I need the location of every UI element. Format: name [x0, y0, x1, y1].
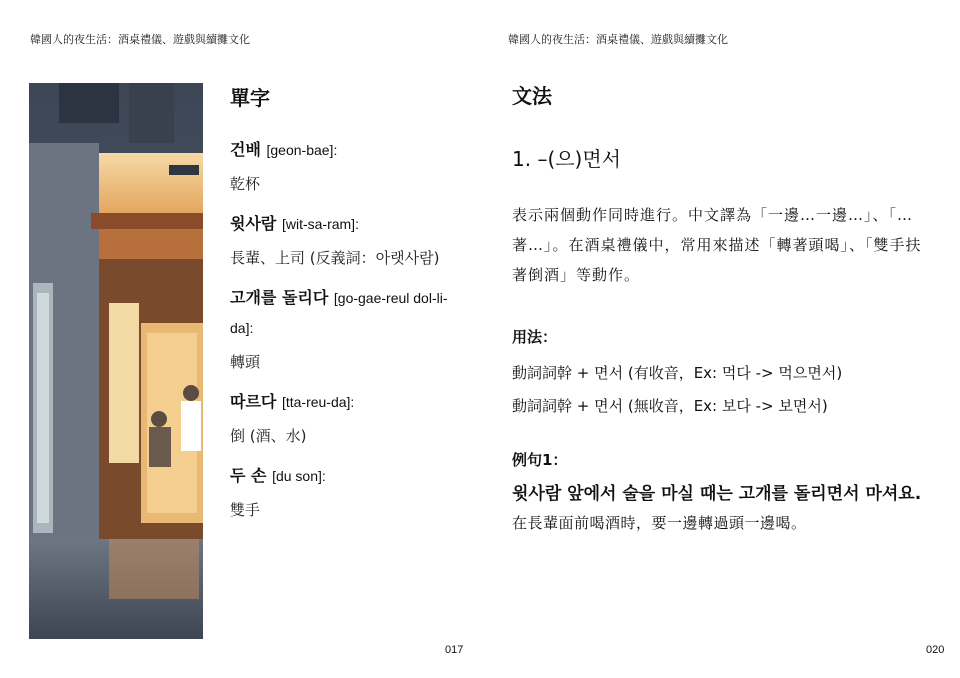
example-heading: 例句1：	[512, 451, 568, 469]
vocab-term	[230, 135, 470, 165]
section-title: 文法	[512, 84, 552, 108]
vocab-romanization: [go-gae-reul dol-li-da]:	[230, 290, 448, 336]
vocab-korean: 고개를 돌리다	[230, 288, 329, 307]
vocab-romanization: [geon-bae]:	[266, 142, 338, 158]
vocab-term	[230, 209, 470, 239]
vocab-meaning: 倒 (酒、水)	[230, 427, 307, 445]
page-number: 017	[445, 644, 464, 656]
grammar-section	[512, 80, 932, 538]
vocabulary-section	[230, 82, 470, 531]
section-title: 單字	[230, 86, 270, 110]
vocab-meaning: 乾杯	[230, 175, 261, 193]
right-page	[480, 0, 960, 678]
vocab-meaning: 長輩、上司 (反義詞：아랫사람)	[230, 249, 440, 267]
vocab-romanization: [tta-reu-da]:	[281, 394, 355, 410]
vocab-term	[230, 387, 470, 417]
vocab-meaning: 雙手	[230, 501, 261, 519]
page-number: 020	[926, 644, 945, 656]
vocab-korean: 두 손	[230, 466, 267, 485]
example-korean: 윗사람 앞에서 술을 마실 때는 고개를 돌리면서 마셔요.	[512, 484, 922, 504]
vocab-korean: 건배	[230, 140, 261, 159]
running-head: 韓國人的夜生活：酒桌禮儀、遊戲與續攤文化	[30, 33, 250, 46]
vocab-korean: 윗사람	[230, 214, 277, 233]
grammar-description: 表示兩個動作同時進行。中文譯為「一邊…一邊…」、「…著…」。在酒桌禮儀中，常用來描述「轉著頭喝」、「雙手扶著倒酒」等動作。	[512, 206, 922, 284]
vocab-romanization: [du son]:	[272, 468, 326, 484]
usage-line: 動詞詞幹 + 면서 (有收音，Ex: 먹다 -> 먹으면서)	[512, 364, 843, 382]
vocab-term	[230, 461, 470, 491]
usage-heading: 用法：	[512, 328, 558, 346]
night-street-illustration	[29, 83, 203, 639]
vocab-term	[230, 283, 470, 343]
vocab-romanization: [wit-sa-ram]:	[281, 216, 359, 232]
grammar-point-title: 1. –(으)면서	[512, 147, 622, 171]
vocab-meaning: 轉頭	[230, 353, 261, 371]
example-chinese: 在長輩面前喝酒時，要一邊轉過頭一邊喝。	[512, 514, 807, 532]
vocab-korean: 따르다	[230, 392, 277, 411]
running-head: 韓國人的夜生活：酒桌禮儀、遊戲與續攤文化	[508, 33, 728, 46]
usage-line: 動詞詞幹 + 면서 (無收音，Ex: 보다 -> 보면서)	[512, 397, 828, 415]
